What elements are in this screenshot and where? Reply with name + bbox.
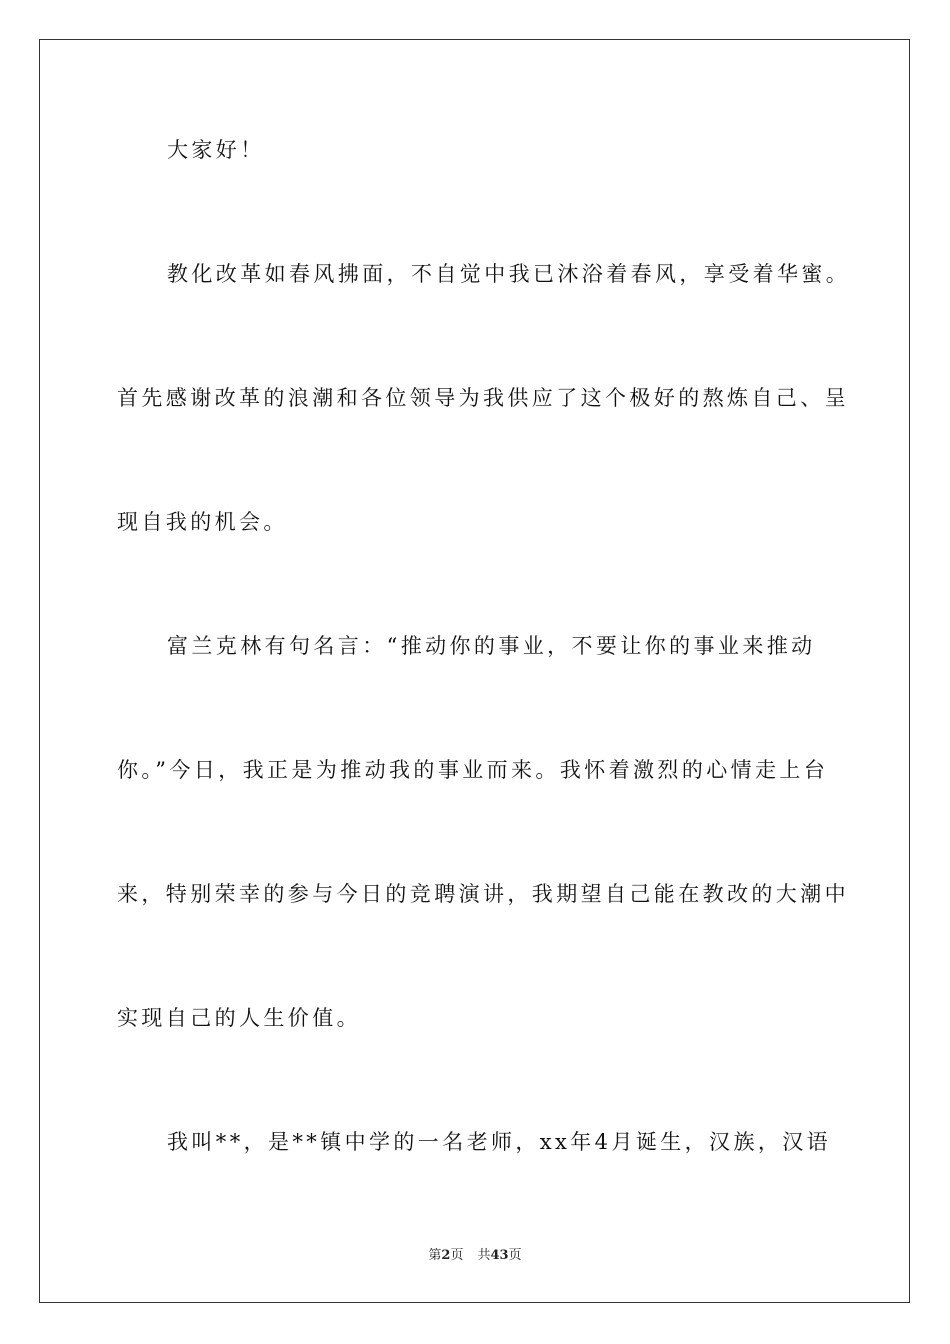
page-number: 2 [441, 1248, 451, 1263]
paragraph-line: 现自我的机会。 [117, 510, 288, 534]
page-footer [0, 1246, 950, 1266]
paragraph-line: 你。”今日，我正是为推动我的事业而来。我怀着激烈的心情走上台 [117, 758, 829, 782]
page-suffix: 页 [450, 1248, 464, 1263]
paragraph-line: 教化改革如春风拂面，不自觉中我已沐浴着春风，享受着华蜜。 [167, 262, 851, 286]
paragraph-line: 富兰克林有句名言：“推动你的事业，不要让你的事业来推动 [167, 634, 816, 658]
paragraph-line: 大家好！ [167, 138, 265, 162]
paragraph-line: 实现自己的人生价值。 [117, 1006, 361, 1030]
total-suffix: 页 [508, 1248, 522, 1263]
total-prefix: 共 [477, 1248, 491, 1263]
paragraph-line: 首先感谢改革的浪潮和各位领导为我供应了这个极好的熬炼自己、呈 [117, 386, 849, 410]
paragraph-line: 我叫**，是**镇中学的一名老师，xx年4月诞生，汉族，汉语 [167, 1130, 832, 1154]
page-frame [39, 39, 910, 1303]
total-pages: 43 [490, 1248, 509, 1263]
page-prefix: 第 [428, 1248, 442, 1263]
paragraph-line: 来，特别荣幸的参与今日的竞聘演讲，我期望自己能在教改的大潮中 [117, 882, 849, 906]
